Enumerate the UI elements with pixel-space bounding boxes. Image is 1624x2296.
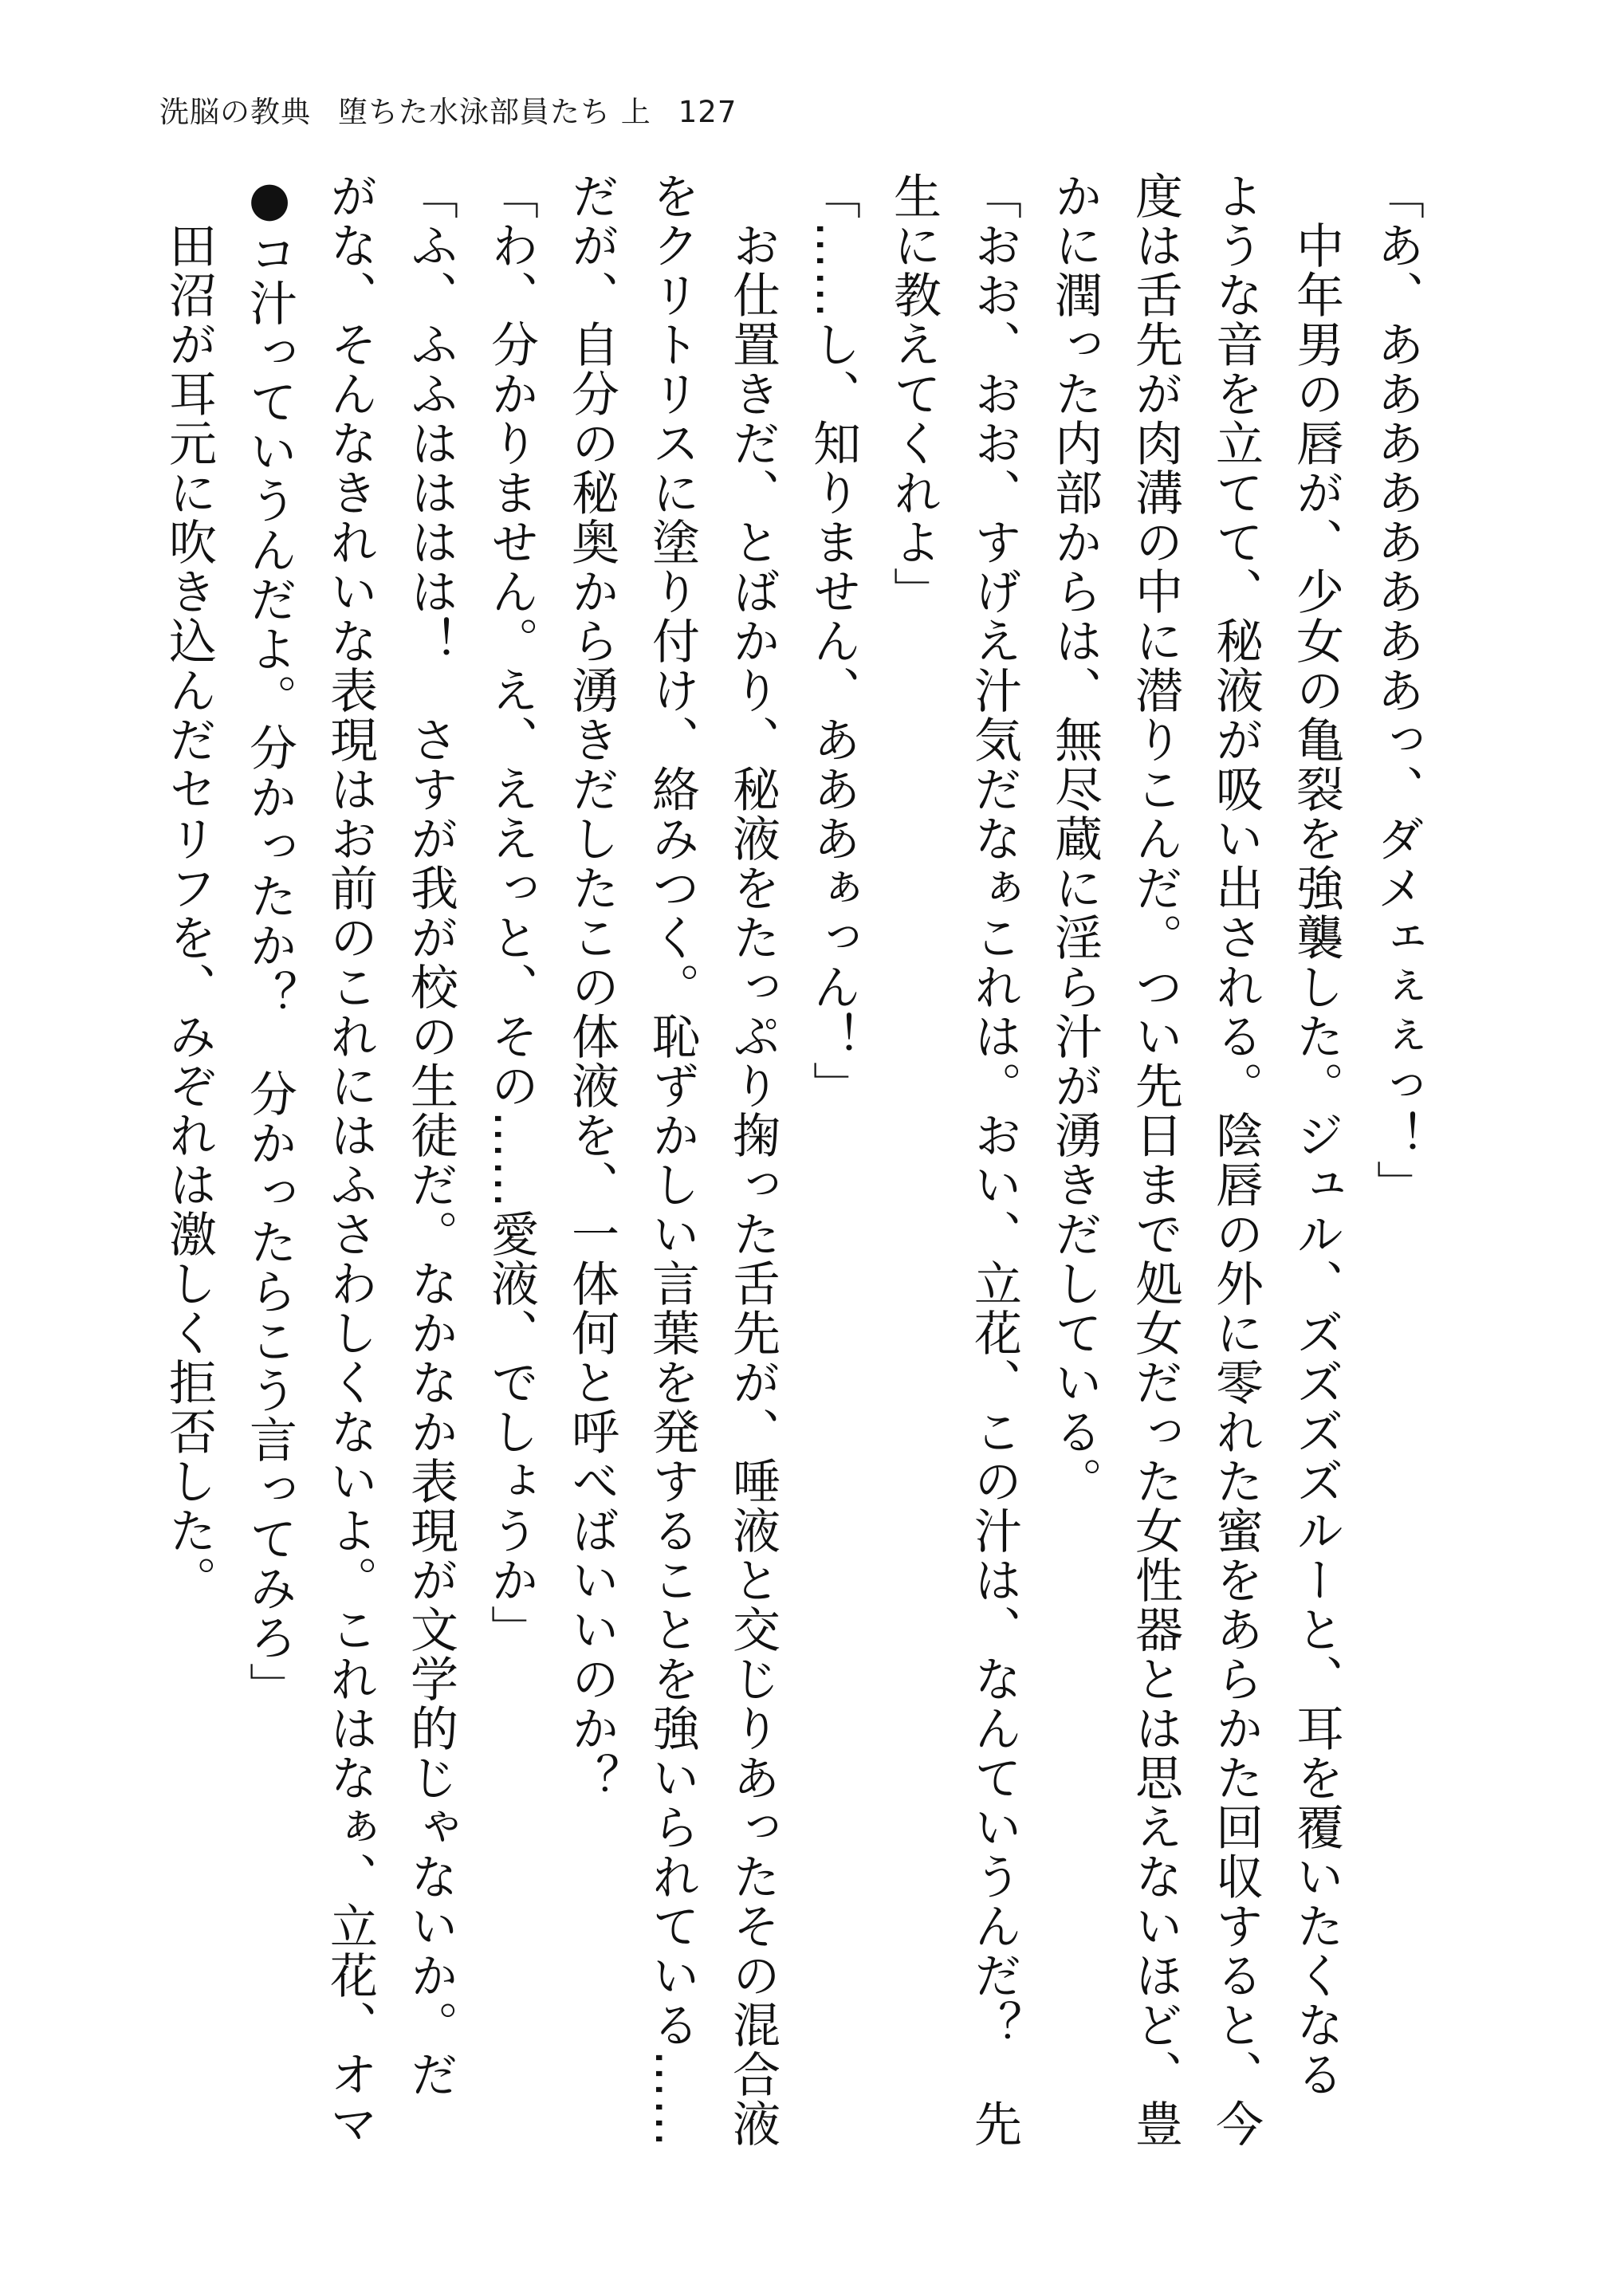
text-line: お仕置きだ、とばかり、秘液をたっぷり掬った舌先が、唾液と交じりあったその混合液 [725,171,781,2149]
page-number: 127 [678,95,737,129]
text-line: 「おお、おお、すげえ汁気だなぁこれは。おい、立花、この汁は、なんていうんだ？ 先 [966,171,1022,2149]
text-line: ような音を立てて、秘液が吸い出される。陰唇の外に零れた蜜をあらかた回収すると、今 [1208,171,1264,2149]
text-line: 度は舌先が肉溝の中に潜りこんだ。つい先日まで処女だった女性器とは思えないほど、豊 [1127,171,1183,2149]
text-line: だが、自分の秘奥から湧きだしたこの体液を、一体何と呼べばいいのか？ [564,171,619,1803]
running-header [159,88,737,131]
text-line: がな、そんなきれいな表現はお前のこれにはふさわしくないよ。これはなぁ、立花、オマ [322,171,378,2149]
book-subtitle: 堕ちた水泳部員たち 上 [338,95,651,129]
text-line: 生に教えてくれよ」 [886,171,942,616]
text-line: 「わ、分かりません。え、ええっと、その……愛液、でしょうか」 [483,171,539,1654]
text-line: ●コ汁っていうんだよ。分かったか？ 分かったらこう言ってみろ」 [242,171,297,1712]
text-line: かに潤った内部からは、無尽蔵に淫ら汁が湧きだしている。 [1047,171,1103,1506]
text-line: 田沼が耳元に吹き込んだセリフを、みぞれは激しく拒否した。 [161,171,217,1605]
book-title: 洗脳の教典 [159,95,311,129]
text-line: 「……し、知りません、あああぁっん！」 [805,171,861,1111]
text-line: 「あ、ああああああああっ、ダメェぇぇっ！」 [1369,171,1425,1209]
body-text [148,171,1437,2149]
text-line: をクリトリスに塗り付け、絡みつく。恥ずかしい言葉を発することを強いられている…… [644,171,700,2149]
text-line: 「ふ、ふふはははは！ さすが我が校の生徒だ。なかなか表現が文学的じゃないか。だ [403,171,458,2099]
text-line: 中年男の唇が、少女の亀裂を強襲した。ジュル、ズズズズルーと、耳を覆いたくなる [1288,171,1344,2099]
